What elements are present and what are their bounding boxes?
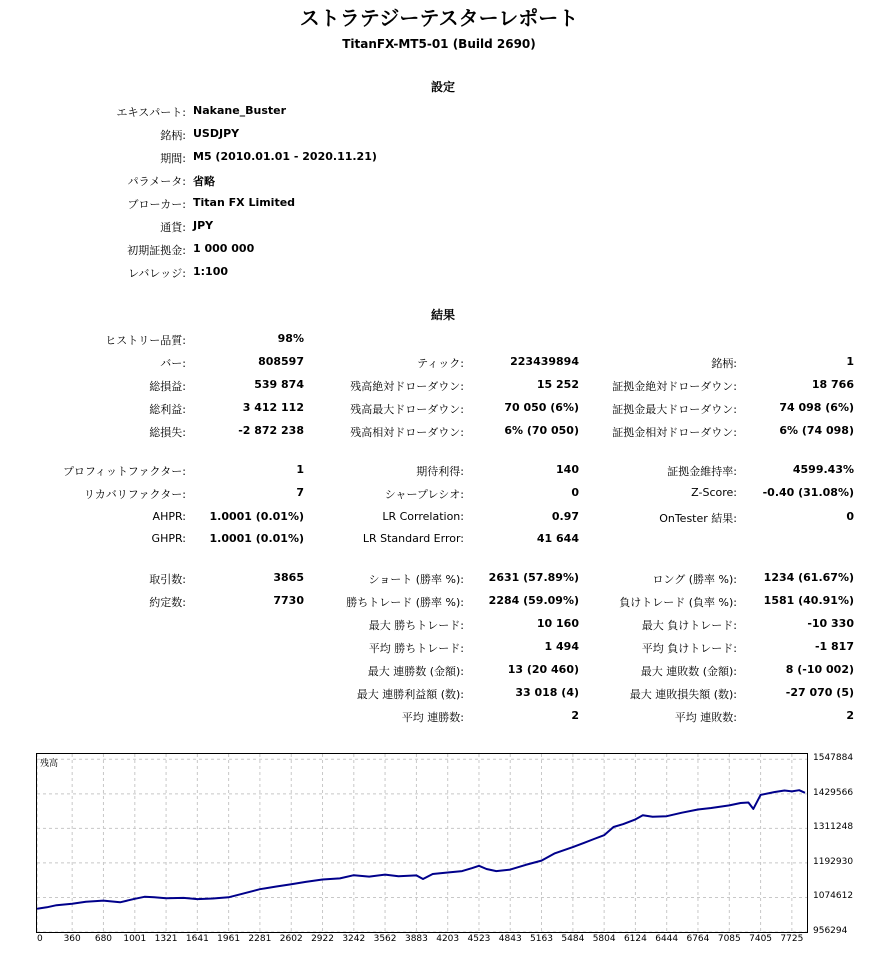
x-tick-label: 3883 <box>404 934 428 944</box>
result-label: AHPR: <box>152 510 186 523</box>
result-value: 1 494 <box>544 640 579 653</box>
x-tick-label: 2602 <box>279 934 303 944</box>
result-value: 0 <box>846 510 854 523</box>
x-tick-label: 4843 <box>498 934 522 944</box>
x-tick-label: 0 <box>37 934 43 944</box>
settings-row <box>0 173 878 193</box>
result-label: ティック: <box>417 357 464 370</box>
x-tick-label: 2281 <box>248 934 272 944</box>
result-label: 約定数: <box>149 596 186 609</box>
result-value: 2 <box>571 709 579 722</box>
x-tick-label: 4523 <box>467 934 491 944</box>
result-value: 2284 (59.09%) <box>488 594 579 607</box>
result-value: 2 <box>846 709 854 722</box>
result-label: 証拠金絶対ドローダウン: <box>612 380 737 393</box>
balance-chart <box>36 753 808 933</box>
result-label: 総損益: <box>149 380 186 393</box>
settings-heading: 設定 <box>430 80 455 94</box>
x-tick-label: 1641 <box>185 934 209 944</box>
result-value: 33 018 (4) <box>515 686 579 699</box>
settings-label: 銘柄: <box>160 129 186 142</box>
settings-label: ブローカー: <box>127 198 186 211</box>
x-tick-label: 6764 <box>686 934 710 944</box>
result-label: 銘柄: <box>711 357 737 370</box>
result-label: ショート (勝率 %): <box>368 573 464 586</box>
result-value: 1.0001 (0.01%) <box>209 510 304 523</box>
result-label: 総利益: <box>149 403 186 416</box>
result-label: 平均 連勝数: <box>401 711 464 724</box>
x-tick-label: 6124 <box>623 934 647 944</box>
settings-value: Titan FX Limited <box>193 196 296 209</box>
result-value: 223439894 <box>510 355 579 368</box>
settings-label: エキスパート: <box>116 106 186 119</box>
settings-value: JPY <box>193 219 214 232</box>
result-label: OnTester 結果: <box>659 512 737 525</box>
x-tick-label: 5804 <box>592 934 616 944</box>
result-value: 74 098 (6%) <box>779 401 854 414</box>
y-tick-label: 1192930 <box>813 856 854 867</box>
result-value: -0.40 (31.08%) <box>762 486 854 499</box>
result-value: 7730 <box>273 594 304 607</box>
settings-row <box>0 127 878 147</box>
result-value: 15 252 <box>536 378 579 391</box>
result-label: Z-Score: <box>691 486 737 499</box>
result-label: ロング (勝率 %): <box>652 573 737 586</box>
result-label: 期待利得: <box>416 465 464 478</box>
y-tick-label: 1429566 <box>813 787 854 798</box>
settings-row <box>0 196 878 216</box>
settings-value: Nakane_Buster <box>193 104 287 117</box>
result-label: ヒストリー品質: <box>105 334 186 347</box>
result-value: -1 817 <box>814 640 854 653</box>
report-title: ストラテジーテスターレポート <box>299 6 579 30</box>
result-label: GHPR: <box>151 532 186 545</box>
settings-label: レバレッジ: <box>128 267 186 280</box>
settings-value: USDJPY <box>193 127 240 140</box>
y-tick-label: 1547884 <box>813 753 854 764</box>
result-label: 最大 連勝数 (金額): <box>367 665 464 678</box>
settings-value: M5 (2010.01.01 - 2020.11.21) <box>193 150 377 163</box>
result-value: 3865 <box>273 571 304 584</box>
result-value: 6% (74 098) <box>779 424 854 437</box>
report-subtitle: TitanFX-MT5-01 (Build 2690) <box>342 37 536 51</box>
result-label: 残高相対ドローダウン: <box>350 426 464 439</box>
x-tick-label: 5163 <box>530 934 553 944</box>
result-label: 勝ちトレード (勝率 %): <box>346 596 464 609</box>
x-tick-label: 1961 <box>217 934 241 944</box>
chart-series-label: 残高 <box>40 759 59 769</box>
result-value: 1234 (61.67%) <box>763 571 854 584</box>
x-tick-label: 1321 <box>154 934 178 944</box>
result-label: 総損失: <box>149 426 186 439</box>
x-tick-label: 1001 <box>123 934 147 944</box>
result-label: 最大 勝ちトレード: <box>368 619 464 632</box>
settings-row <box>0 104 878 124</box>
x-tick-label: 3242 <box>342 934 366 944</box>
result-label: 残高最大ドローダウン: <box>350 403 464 416</box>
result-label: 平均 負けトレード: <box>641 642 737 655</box>
x-tick-label: 680 <box>94 934 113 944</box>
settings-label: 初期証拠金: <box>127 244 186 257</box>
balance-chart-plot <box>37 754 807 932</box>
result-label: 平均 勝ちトレード: <box>368 642 464 655</box>
result-value: -10 330 <box>807 617 854 630</box>
y-tick-label: 1311248 <box>813 822 854 833</box>
result-value: 0.97 <box>551 510 579 523</box>
result-label: プロフィットファクター: <box>62 465 186 478</box>
result-value: 1 <box>296 463 304 476</box>
settings-value: 省略 <box>193 175 215 188</box>
settings-label: パラメータ: <box>127 175 186 188</box>
result-label: 証拠金相対ドローダウン: <box>612 426 737 439</box>
settings-row <box>0 242 878 262</box>
result-value: 1.0001 (0.01%) <box>209 532 304 545</box>
result-value: 539 874 <box>254 378 304 391</box>
result-value: 70 050 (6%) <box>504 401 579 414</box>
settings-label: 期間: <box>160 152 186 165</box>
result-value: 2631 (57.89%) <box>488 571 579 584</box>
result-label: リカバリファクター: <box>83 488 186 501</box>
result-label: 最大 連勝利益額 (数): <box>356 688 464 701</box>
result-value: 7 <box>296 486 304 499</box>
result-value: 98% <box>277 332 304 345</box>
result-label: 証拠金最大ドローダウン: <box>612 403 737 416</box>
result-value: 4599.43% <box>792 463 854 476</box>
results-heading: 結果 <box>430 308 455 322</box>
result-label: 残高絶対ドローダウン: <box>350 380 464 393</box>
result-label: 負けトレード (負率 %): <box>619 596 737 609</box>
x-tick-label: 6444 <box>655 934 679 944</box>
y-tick-label: 956294 <box>813 926 848 936</box>
result-value: -27 070 (5) <box>785 686 854 699</box>
x-tick-label: 5484 <box>561 934 585 944</box>
settings-value: 1 000 000 <box>193 242 255 255</box>
result-value: 10 160 <box>536 617 579 630</box>
result-value: 13 (20 460) <box>507 663 579 676</box>
result-value: 0 <box>571 486 579 499</box>
settings-row <box>0 150 878 170</box>
x-tick-label: 2922 <box>311 934 334 944</box>
result-value: 1581 (40.91%) <box>763 594 854 607</box>
result-value: 18 766 <box>811 378 854 391</box>
result-label: 証拠金維持率: <box>667 465 737 478</box>
x-tick-label: 4203 <box>436 934 460 944</box>
balance-line <box>37 790 805 909</box>
x-tick-label: 7405 <box>749 934 773 944</box>
result-label: バー: <box>160 357 186 370</box>
result-label: 取引数: <box>149 573 186 586</box>
result-value: 1 <box>846 355 854 368</box>
result-value: 8 (-10 002) <box>785 663 854 676</box>
result-label: 最大 負けトレード: <box>641 619 737 632</box>
result-value: 41 644 <box>536 532 579 545</box>
result-label: 最大 連敗数 (金額): <box>640 665 737 678</box>
result-label: LR Standard Error: <box>362 532 464 545</box>
result-value: 140 <box>556 463 579 476</box>
x-tick-label: 3562 <box>373 934 397 944</box>
settings-row <box>0 219 878 239</box>
x-tick-label: 7085 <box>717 934 741 944</box>
x-tick-label: 7725 <box>780 934 804 944</box>
result-value: 6% (70 050) <box>504 424 579 437</box>
result-value: -2 872 238 <box>238 424 304 437</box>
result-label: シャープレシオ: <box>384 488 464 501</box>
y-tick-label: 1074612 <box>813 891 854 902</box>
result-value: 808597 <box>258 355 304 368</box>
result-label: LR Correlation: <box>382 510 464 523</box>
x-tick-label: 360 <box>63 934 81 944</box>
settings-row <box>0 265 878 285</box>
settings-label: 通貨: <box>160 221 186 234</box>
result-value: 3 412 112 <box>242 401 304 414</box>
result-label: 最大 連敗損失額 (数): <box>629 688 737 701</box>
settings-value: 1:100 <box>193 265 229 278</box>
result-label: 平均 連敗数: <box>674 711 737 724</box>
